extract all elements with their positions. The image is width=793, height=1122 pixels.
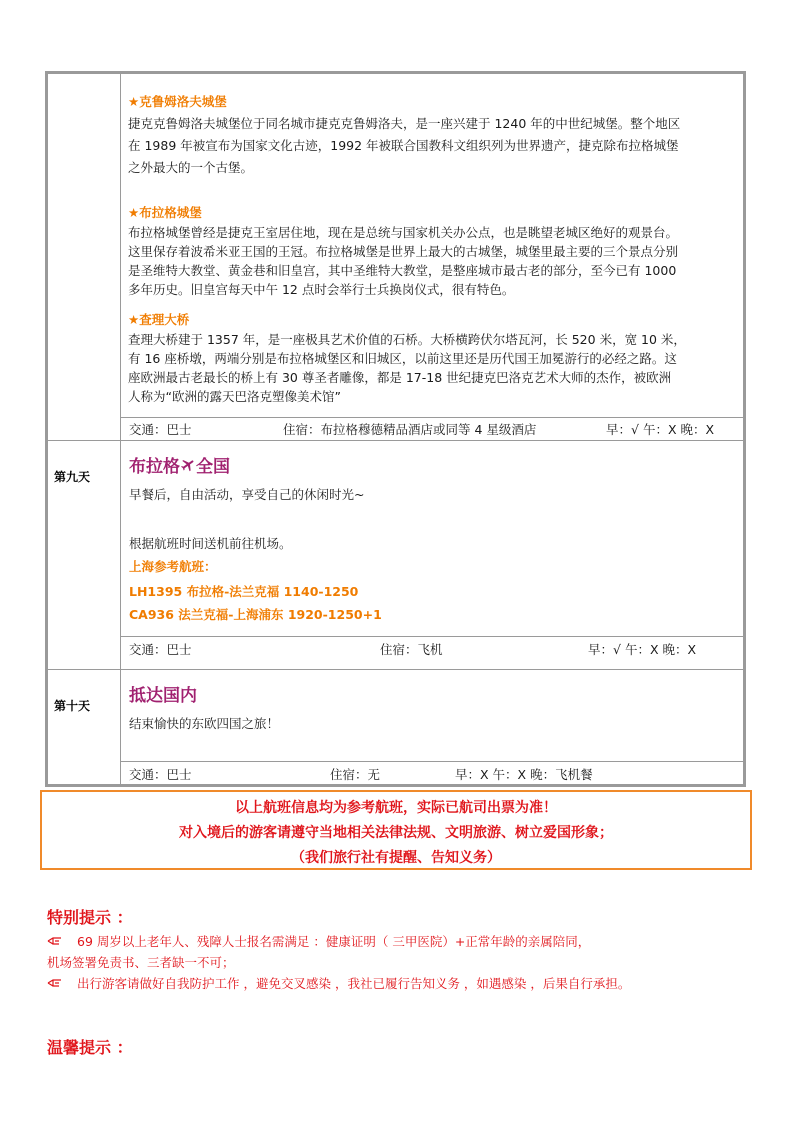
meals-info: 早：X 午：X 晚：飞机餐 — [455, 767, 593, 782]
hotel-info: 住宿：飞机 — [380, 642, 443, 657]
day-title: 布拉格 全国 — [129, 457, 230, 477]
row-divider — [48, 440, 743, 441]
flight-item: LH1395 布拉格-法兰克福 1140-1250 — [129, 584, 359, 599]
row-divider — [120, 761, 743, 762]
section-title: ★查理大桥 — [128, 312, 190, 327]
notice-line: 以上航班信息均为参考航班，实际已航司出票为准！ — [235, 800, 557, 816]
row-divider — [120, 636, 743, 637]
transport-info: 交通：巴士 — [129, 422, 192, 437]
paragraph: 布拉格城堡曾经是捷克王室居住地，现在是总统与国家机关办公点，也是眺望老城区绝好的观景台。 这里保存着波希米亚王国的王冠。布拉格城堡是世界上最大的古城堡，城堡里最主要的三个景点分别 是圣维特大教堂、黄金巷和旧皇宫，其中圣维特大教堂，是整座城市最古老的部分，至今已有 1000 多年历史。旧皇宫每天中午 12 点时会举行士兵换岗仪式，很有特色。 — [128, 225, 679, 297]
column-divider — [120, 74, 121, 784]
paragraph: 捷克克鲁姆洛夫城堡位于同名城市捷克克鲁姆洛夫，是一座兴建于 1240 年的中世纪城堡。整个地区 在 1989 年被宣布为国家文化古迹，1992 年被联合国教科文组织列为世界遗产，捷克除布拉格城堡 之外最大的一个古堡。 — [128, 116, 681, 175]
section-title: ★克鲁姆洛夫城堡 — [128, 94, 227, 109]
pointing-hand-icon — [47, 977, 63, 989]
notice-line: 对入境后的游客请遵守当地相关法律法规、文明旅游、树立爱国形象； — [179, 825, 613, 841]
special-tips-list — [47, 931, 747, 994]
meals-info: 早：√ 午：X 晚：X — [588, 642, 697, 657]
paragraph: 根据航班时间送机前往机场。 — [129, 536, 292, 551]
notice-box — [40, 790, 752, 870]
transport-info: 交通：巴士 — [129, 642, 192, 657]
day-label: 第十天 — [54, 699, 91, 713]
flight-header: 上海参考航班： — [129, 559, 217, 574]
meals-info: 早：√ 午：X 晚：X — [606, 422, 715, 437]
day8-content — [128, 310, 740, 406]
list-item: 69 周岁以上老年人、残障人士报名需满足 ：健康证明（ 三甲医院）+正常年龄的亲属陪同， — [47, 931, 747, 952]
day8-content — [128, 92, 740, 179]
list-item-continuation: 机场签署免责书、三者缺一不可； — [47, 955, 235, 970]
transport-info: 交通：巴士 — [129, 767, 192, 782]
day-label: 第九天 — [54, 470, 91, 484]
section-title: ★布拉格城堡 — [128, 205, 202, 220]
day8-content — [128, 203, 740, 299]
paragraph: 结束愉快的东欧四国之旅！ — [129, 716, 280, 731]
hotel-info: 住宿：布拉格穆德精品酒店或同等 4 星级酒店 — [283, 422, 537, 437]
day-title: 抵达国内 — [129, 686, 197, 706]
paragraph: 查理大桥建于 1357 年，是一座极具艺术价值的石桥。大桥横跨伏尔塔瓦河，长 520 米，宽 10 米， 有 16 座桥墩，两端分别是布拉格城堡区和旧城区，以前这里还是历代国王加冕游行的必经之路。这 座欧洲最古老最长的桥上有 30 尊圣者雕像，都是 17-18 世纪捷克巴洛克艺术大师的杰作，被欧洲 人称为“欧洲的露天巴洛克塑像美术馆” — [128, 332, 686, 404]
hotel-info: 住宿：无 — [330, 767, 381, 782]
flight-item: CA936 法兰克福-上海浦东 1920-1250+1 — [129, 607, 382, 622]
special-tips-heading: 特别提示 ： — [47, 908, 133, 927]
paragraph: 早餐后，自由活动，享受自己的休闲时光~ — [129, 487, 365, 502]
airplane-icon — [180, 457, 196, 473]
list-item: 出行游客请做好自我防护工作 ，避免交叉感染 ，我社已履行告知义务 ，如遇感染 ，后果自行承担。 — [47, 973, 747, 994]
row-divider — [120, 417, 743, 418]
warm-tips-heading: 温馨提示 ： — [47, 1038, 133, 1057]
row-divider — [48, 669, 743, 670]
notice-line: （我们旅行社有提醒、告知义务） — [291, 850, 501, 866]
pointing-hand-icon — [47, 935, 63, 947]
